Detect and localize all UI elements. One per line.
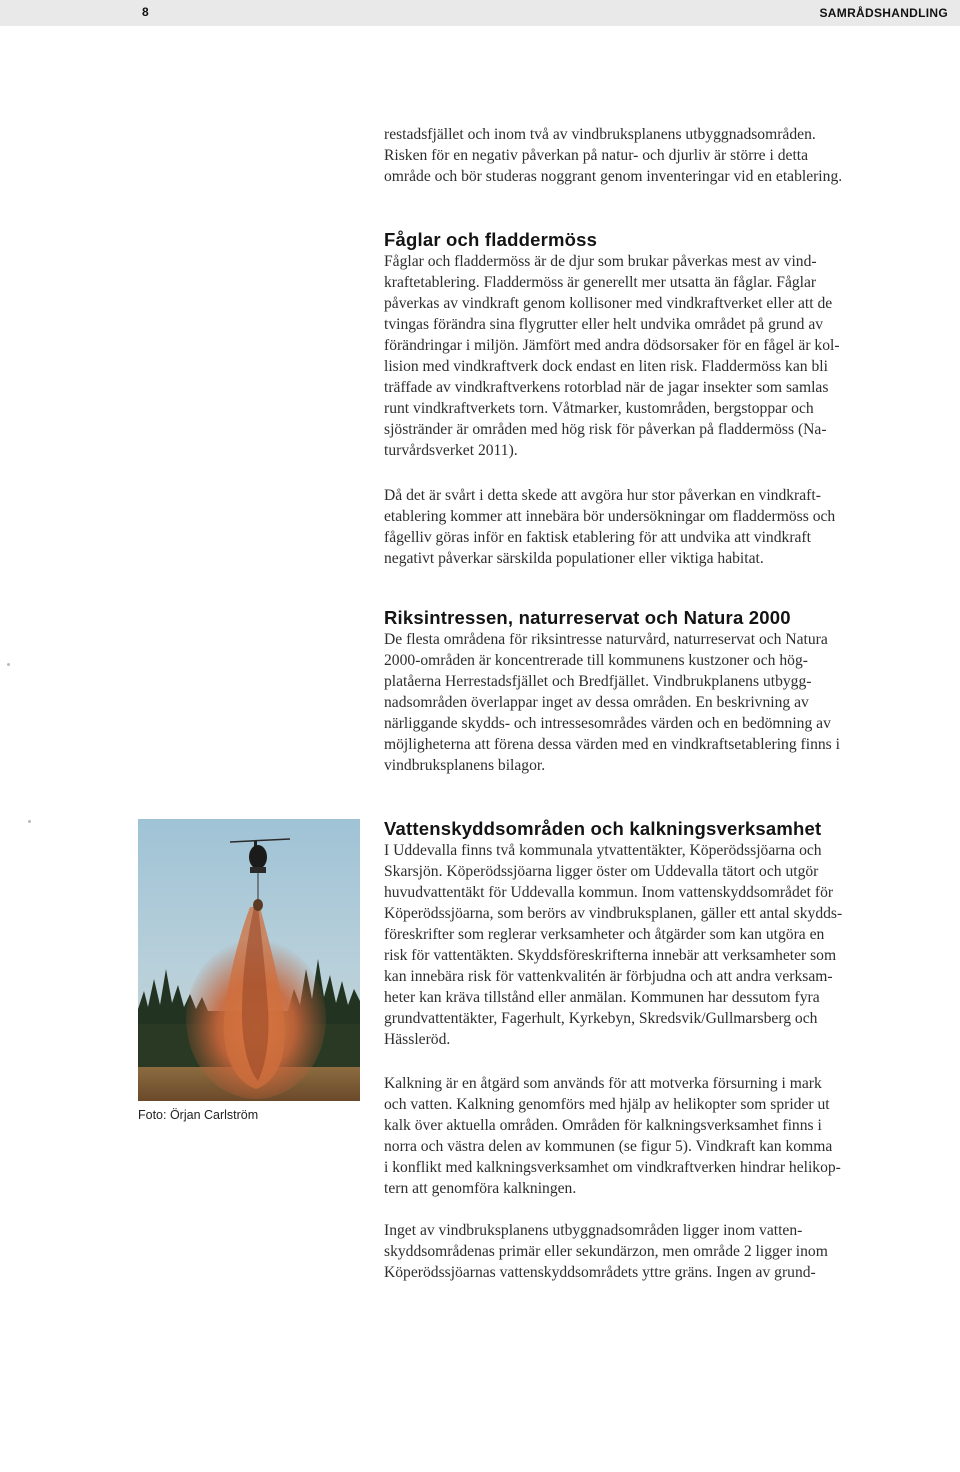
- paragraph-line: område och bör studeras noggrant genom inventeringar vid en etablering.: [384, 168, 843, 185]
- national-interests-section: [384, 607, 950, 776]
- water-protection-section: [384, 818, 950, 1050]
- birds-bats-followup: [384, 485, 950, 569]
- paragraph-line: runt vindkraftverkets torn. Våtmarker, kustområden, bergstoppar och: [384, 400, 814, 417]
- paragraph-line: Kalkning är en åtgärd som används för att motverka försurning i mark: [384, 1075, 822, 1092]
- paragraph-line: i konflikt med kalkningsverksamhet om vindkraftverken hindrar helikop-: [384, 1159, 841, 1176]
- page-header: [0, 0, 960, 26]
- paragraph-line: möjligheterna att förena dessa värden med en vindkraftsetablering finns i: [384, 736, 840, 753]
- intro-section: [384, 124, 950, 187]
- section-heading: Fåglar och fladdermöss: [384, 229, 598, 250]
- paragraph-line: nadsområden överlappar inget av dessa områden. En beskrivning av: [384, 694, 809, 711]
- paragraph-line: vindbruksplanens bilagor.: [384, 757, 546, 774]
- protection-zone-paragraph: [384, 1220, 950, 1283]
- paragraph-line: kalk över aktuella områden. Områden för kalkningsverksamhet finns i: [384, 1117, 822, 1134]
- paragraph-line: platåerna Herrestadsfjället och Bredfjället. Vindbrukplanens utbygg-: [384, 673, 812, 690]
- paragraph-line: tvingas förändra sina flygrutter eller helt undvika området på grund av: [384, 316, 824, 333]
- paragraph-line: Fåglar och fladdermöss är de djur som brukar påverkas mest av vind-: [384, 253, 817, 270]
- paragraph-line: turvårdsverket 2011).: [384, 442, 518, 459]
- scan-speck: [28, 820, 31, 823]
- paragraph-line: De flesta områdena för riksintresse naturvård, naturreservat och Natura: [384, 631, 828, 648]
- paragraph-line: lision med vindkraftverk dock endast en liten risk. Fladdermöss kan bli: [384, 358, 828, 375]
- paragraph-line: fågelliv göras inför en faktisk etablering för att undvika att vindkraft: [384, 529, 811, 546]
- paragraph-line: förändringar i miljön. Jämfört med andra dödsorsaker för en fågel är kol-: [384, 337, 840, 354]
- paragraph-line: Köperödssjöarna, som berörs av vindbruksplanen, gäller ett antal skydds-: [384, 905, 843, 922]
- paragraph-line: påverkas av vindkraft genom kollisoner med vindkraftverket eller att de: [384, 295, 833, 312]
- document-label: SAMRÅDSHANDLING: [819, 6, 948, 20]
- liming-paragraph: [384, 1073, 950, 1199]
- section-heading: Vattenskyddsområden och kalkningsverksamhet: [384, 818, 822, 839]
- birds-bats-section: [384, 229, 950, 461]
- paragraph-line: Hässleröd.: [384, 1031, 451, 1048]
- helicopter-liming-photo: [138, 819, 360, 1101]
- paragraph-line: heter kan kräva tillstånd eller anmälan. Kommunen har dessutom fyra: [384, 989, 820, 1006]
- paragraph-line: risk för vattentäkten. Skyddsföreskrifterna innebär att verksamheter som: [384, 947, 837, 964]
- paragraph-line: Skarsjön. Köperödssjöarna ligger öster om Uddevalla tätort och utgör: [384, 863, 819, 880]
- paragraph-line: Köperödssjöarnas vattenskyddsområdets yttre gräns. Ingen av grund-: [384, 1264, 816, 1281]
- page-number: 8: [142, 5, 149, 19]
- paragraph-line: Risken för en negativ påverkan på natur- och djurliv är större i detta: [384, 147, 809, 164]
- section-heading: Riksintressen, naturreservat och Natura 2000: [384, 607, 791, 628]
- paragraph-line: etablering kommer att innebära bör undersökningar om fladdermöss och: [384, 508, 836, 525]
- photo-caption: Foto: Örjan Carlström: [138, 1108, 259, 1122]
- paragraph-line: Inget av vindbruksplanens utbyggnadsområden ligger inom vatten-: [384, 1222, 803, 1239]
- paragraph-line: negativt påverkar särskilda populationer eller viktiga habitat.: [384, 550, 764, 567]
- paragraph-line: I Uddevalla finns två kommunala ytvattentäkter, Köperödssjöarna och: [384, 842, 822, 859]
- scan-speck: [7, 663, 10, 666]
- paragraph-line: träffade av vindkraftverkens rotorblad när de jagar insekter som samlas: [384, 379, 829, 396]
- paragraph-line: tern att genomföra kalkningen.: [384, 1180, 577, 1197]
- paragraph-line: kan innebära risk för vattenkvalitén är förbjudna och att andra verksam-: [384, 968, 833, 985]
- paragraph-line: restadsfjället och inom två av vindbruksplanens utbyggnadsområden.: [384, 126, 816, 143]
- paragraph-line: huvudvattentäkt för Uddevalla kommun. Inom vattenskyddsområdet för: [384, 884, 834, 901]
- paragraph-line: föreskrifter som reglerar verksamheter och åtgärder som kan utgöra en: [384, 926, 825, 943]
- paragraph-line: 2000-områden är koncentrerade till kommunens kustzoner och hög-: [384, 652, 808, 669]
- paragraph-line: kraftetablering. Fladdermöss är generellt mer utsatta än fåglar. Fåglar: [384, 274, 817, 291]
- paragraph-line: skyddsområdenas primär eller sekundärzon, men område 2 ligger inom: [384, 1243, 828, 1260]
- paragraph-line: norra och västra delen av kommunen (se figur 5). Vindkraft kan komma: [384, 1138, 833, 1155]
- paragraph-line: närliggande skydds- och intressesområdes värden och en bedömning av: [384, 715, 831, 732]
- paragraph-line: Då det är svårt i detta skede att avgöra hur stor påverkan en vindkraft-: [384, 487, 821, 504]
- paragraph-line: sjöstränder är områden med hög risk för påverkan på fladdermöss (Na-: [384, 421, 827, 438]
- paragraph-line: grundvattentäkter, Fagerhult, Kyrkebyn, Skredsvik/Gullmarsberg och: [384, 1010, 818, 1027]
- paragraph-line: och vatten. Kalkning genomförs med hjälp av helikopter som sprider ut: [384, 1096, 830, 1113]
